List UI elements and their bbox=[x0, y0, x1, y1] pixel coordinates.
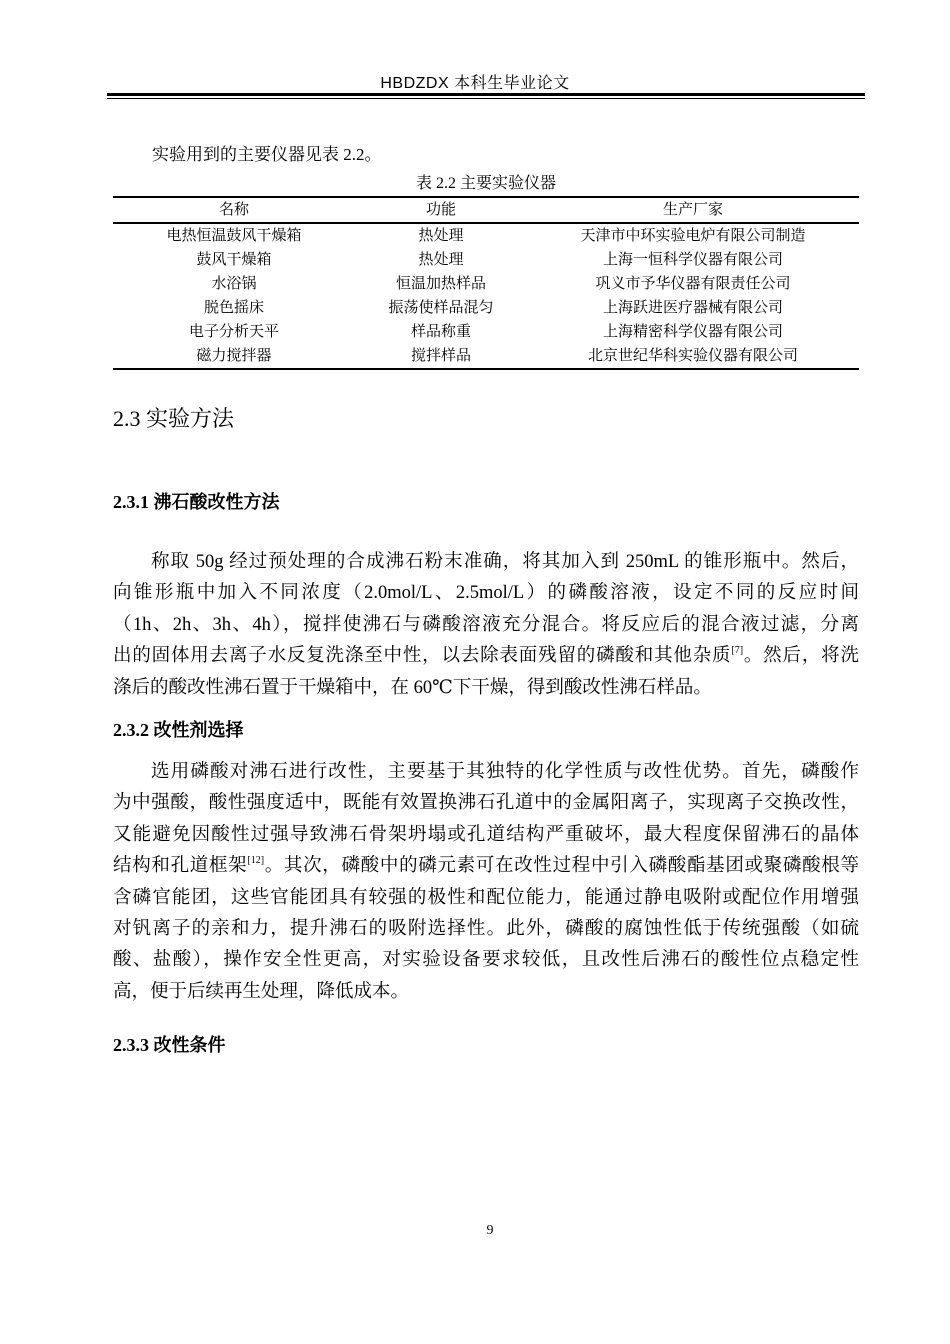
cell-manufacturer: 天津市中环实验电炉有限公司制造 bbox=[580, 228, 806, 244]
line-text: 。然后，将洗 bbox=[743, 646, 859, 667]
table-row bbox=[113, 344, 859, 369]
line-text: 结构和孔道框架 bbox=[113, 856, 248, 877]
paragraph-line bbox=[113, 547, 859, 578]
instrument-table bbox=[113, 196, 859, 370]
paragraph-line bbox=[113, 673, 859, 704]
cell-manufacturer: 上海跃进医疗器械有限公司 bbox=[602, 300, 783, 316]
page-number: 9 bbox=[486, 1223, 494, 1238]
line-text: 对钒离子的亲和力，提升沸石的吸附选择性。此外，磷酸的腐蚀性低于传统强酸（如硫 bbox=[113, 918, 859, 939]
subsection-heading-2-3-3: 2.3.3 改性条件 bbox=[113, 1035, 226, 1055]
line-text: 向锥形瓶中加入不同浓度（2.0mol/L、2.5mol/L）的磷酸溶液，设定不同的反应时间 bbox=[113, 583, 859, 604]
paragraph-line bbox=[113, 757, 859, 788]
citation: [12] bbox=[247, 855, 265, 867]
paragraph-line bbox=[113, 610, 859, 641]
cell-manufacturer: 北京世纪华科实验仪器有限公司 bbox=[587, 348, 798, 364]
paragraph-line bbox=[113, 914, 859, 945]
cell-manufacturer: 巩义市予华仪器有限责任公司 bbox=[595, 276, 791, 292]
paragraph-line bbox=[113, 641, 859, 672]
cell-function: 样品称重 bbox=[410, 324, 471, 340]
column-header-name: 名称 bbox=[218, 202, 249, 218]
line-text: 又能避免因酸性过强导致沸石骨架坍塌或孔道结构严重破坏，最大程度保留沸石的晶体 bbox=[113, 824, 859, 845]
line-text: 涤后的酸改性沸石置于干燥箱中，在 60℃下干燥，得到酸改性沸石样品。 bbox=[113, 677, 712, 698]
column-header-function: 功能 bbox=[425, 202, 456, 218]
cell-name: 脱色摇床 bbox=[203, 300, 264, 316]
cell-name: 鼓风干燥箱 bbox=[196, 252, 272, 268]
cell-function: 振荡使样品混匀 bbox=[388, 300, 494, 316]
cell-name: 水浴锅 bbox=[211, 276, 257, 292]
section-heading: 2.3 实验方法 bbox=[113, 406, 235, 431]
line-text: 选用磷酸对沸石进行改性，主要基于其独特的化学性质与改性优势。首先，磷酸作 bbox=[151, 762, 859, 782]
paragraph-line bbox=[113, 578, 859, 609]
citation: [7] bbox=[731, 645, 744, 657]
cell-function: 搅拌样品 bbox=[410, 348, 471, 364]
paragraph-modifier-selection bbox=[113, 757, 859, 1008]
header-double-rule bbox=[107, 93, 865, 99]
cell-manufacturer: 上海精密科学仪器有限公司 bbox=[602, 324, 783, 340]
paragraph-line bbox=[113, 851, 859, 882]
cell-manufacturer: 上海一恒科学仪器有限公司 bbox=[602, 252, 783, 268]
line-text: 酸、盐酸），操作安全性更高，对实验设备要求较低，且改性后沸石的酸性位点稳定性 bbox=[113, 950, 859, 971]
line-text: 称取 50g 经过预处理的合成沸石粉末准确，将其加入到 250mL 的锥形瓶中。然后， bbox=[151, 552, 859, 572]
paragraph-line bbox=[113, 883, 859, 914]
cell-function: 热处理 bbox=[418, 252, 464, 268]
table-row bbox=[113, 248, 859, 272]
cell-function: 热处理 bbox=[418, 228, 464, 244]
table-row bbox=[113, 272, 859, 296]
subsection-heading-2-3-1: 2.3.1 沸石酸改性方法 bbox=[113, 492, 280, 512]
cell-function: 恒温加热样品 bbox=[395, 276, 486, 292]
line-text: 为中强酸，酸性强度适中，既能有效置换沸石孔道中的金属阳离子，实现离子交换改性， bbox=[113, 793, 859, 814]
line-text: 出的固体用去离子水反复洗涤至中性，以去除表面残留的磷酸和其他杂质 bbox=[113, 646, 732, 667]
table-header-row bbox=[113, 197, 859, 223]
intro-sentence: 实验用到的主要仪器见表 2.2。 bbox=[152, 145, 382, 164]
cell-name: 电热恒温鼓风干燥箱 bbox=[166, 228, 302, 244]
table-row bbox=[113, 296, 859, 320]
line-text: 高，便于后续再生处理，降低成本。 bbox=[113, 981, 410, 1002]
cell-name: 电子分析天平 bbox=[188, 324, 279, 340]
paragraph-line bbox=[113, 788, 859, 819]
paragraph-acid-modification bbox=[113, 547, 859, 704]
column-header-manufacturer: 生产厂家 bbox=[662, 202, 723, 218]
subsection-heading-2-3-2: 2.3.2 改性剂选择 bbox=[113, 720, 244, 740]
line-text: 。其次，磷酸中的磷元素可在改性过程中引入磷酸酯基团或聚磷酸根等 bbox=[264, 856, 859, 877]
line-text: 含磷官能团，这些官能团具有较强的极性和配位能力，能通过静电吸附或配位作用增强 bbox=[113, 887, 859, 908]
paragraph-line bbox=[113, 820, 859, 851]
paragraph-line bbox=[113, 977, 859, 1008]
cell-name: 磁力搅拌器 bbox=[196, 348, 272, 364]
line-text: （1h、2h、3h、4h），搅拌使沸石与磷酸溶液充分混合。将反应后的混合液过滤，分离 bbox=[113, 614, 859, 635]
running-header: HBDZDX 本科生毕业论文 bbox=[380, 75, 570, 92]
table-caption: 表 2.2 主要实验仪器 bbox=[415, 175, 556, 192]
table-row bbox=[113, 223, 859, 248]
table-row bbox=[113, 320, 859, 344]
paragraph-line bbox=[113, 945, 859, 976]
